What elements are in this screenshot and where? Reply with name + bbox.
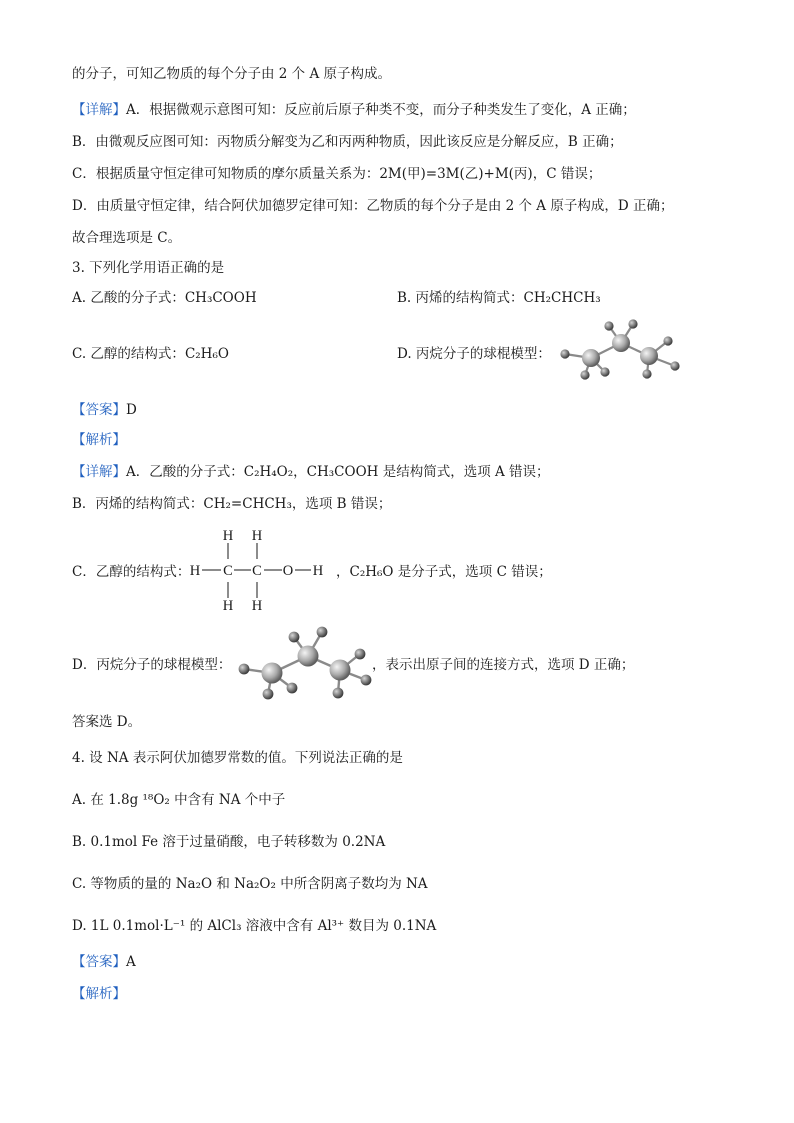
answer-tag: 【答案】	[72, 954, 126, 970]
q3-option-d	[397, 344, 551, 364]
analysis-tag: 【解析】	[72, 986, 126, 1002]
hydrogen-atom	[333, 688, 344, 699]
q4-stem: 4. 设 NA 表示阿伏加德罗常数的值。下列说法正确的是	[72, 750, 403, 766]
atom-h: H	[189, 563, 201, 579]
analysis-tag: 【解析】	[72, 432, 126, 448]
hydrogen-atom	[361, 675, 372, 686]
q4-analysis-heading	[72, 984, 126, 1004]
q3-option-a	[72, 288, 257, 308]
carbon-atom	[262, 663, 283, 684]
atom-h: H	[222, 528, 234, 544]
conclusion-line: 故合理选项是 C。	[72, 230, 182, 246]
q3-detail-d-label: D．丙烷分子的球棍模型：	[72, 657, 232, 673]
q3-option-a-value: CH₃COOH	[184, 290, 257, 306]
q3-option-b	[397, 288, 601, 308]
atom-h: H	[251, 598, 263, 614]
atom-h: H	[312, 563, 324, 579]
detail-paragraph	[72, 100, 636, 120]
detail-tag: 【详解】	[72, 464, 126, 480]
q3-option-d-label: D. 丙烷分子的球棍模型：	[397, 346, 551, 362]
hydrogen-atom	[289, 632, 300, 643]
q3-analysis-heading	[72, 430, 126, 450]
q4-option-a: A. 在 1.8g ¹⁸O₂ 中含有 NA 个中子	[72, 792, 286, 808]
hydrogen-atom	[580, 370, 589, 379]
detail-tag: 【详解】	[72, 102, 126, 118]
q3-detail-a-text: A．乙酸的分子式：C₂H₄O₂，CH₃COOH 是结构简式，选项 A 错误；	[126, 464, 550, 480]
atom-h: H	[251, 528, 263, 544]
q3-detail-a	[72, 462, 550, 482]
atom-c: C	[223, 563, 233, 579]
q4-option-c: C. 等物质的量的 Na₂O 和 Na₂O₂ 中所含阴离子数均为 NA	[72, 876, 428, 892]
atom-h: H	[222, 598, 234, 614]
propane-ball-stick-model-small	[555, 318, 685, 384]
q3-detail-b: B．丙烯的结构简式：CH₂=CHCH₃，选项 B 错误；	[72, 496, 392, 512]
carbon-atom	[640, 347, 658, 365]
carbon-atom	[582, 349, 600, 367]
hydrogen-atom	[355, 649, 366, 660]
q3-answer	[72, 400, 137, 420]
q3-option-b-label: B. 丙烯的结构简式：	[397, 290, 524, 306]
hydrogen-atom	[600, 367, 609, 376]
hydrogen-atom	[642, 369, 651, 378]
hydrogen-atom	[604, 321, 613, 330]
atom-o: O	[282, 563, 294, 579]
carbon-atom	[612, 334, 630, 352]
detail-line-b: B．由微观反应图可知：丙物质分解变为乙和丙两种物质，因此该反应是分解反应，B 正确；	[72, 134, 623, 150]
q3-detail-d	[72, 655, 231, 675]
hydrogen-atom	[287, 683, 298, 694]
q4-option-b: B. 0.1mol Fe 溶于过量硝酸，电子转移数为 0.2NA	[72, 834, 386, 850]
detail-line-c: C．根据质量守恒定律可知物质的摩尔质量关系为：2M(甲)=3M(乙)+M(丙)，C 错误；	[72, 166, 602, 182]
detail-line-a: A．根据微观示意图可知：反应前后原子种类不变，而分子种类发生了变化，A 正确；	[126, 102, 636, 118]
q3-detail-c-tail: ，C₂H₆O 是分子式，选项 C 错误；	[336, 564, 552, 580]
hydrogen-atom	[560, 349, 569, 358]
q3-detail-c-label: C．乙醇的结构式：	[72, 564, 191, 580]
answer-tag: 【答案】	[72, 402, 126, 418]
q3-option-c-label: C. 乙醇的结构式：	[72, 346, 185, 362]
atom-c: C	[252, 563, 262, 579]
hydrogen-atom	[670, 361, 679, 370]
q3-option-a-label: A. 乙酸的分子式：	[72, 290, 185, 306]
hydrogen-atom	[239, 664, 250, 675]
q3-conclusion: 答案选 D。	[72, 714, 142, 730]
hydrogen-atom	[663, 336, 672, 345]
hydrogen-atom	[263, 689, 274, 700]
text-line-1: 的分子，可知乙物质的每个分子由 2 个 A 原子构成。	[72, 66, 392, 82]
propane-ball-stick-model-large	[232, 624, 374, 702]
q3-detail-d-tail: ，表示出原子间的连接方式，选项 D 正确；	[372, 657, 635, 673]
q3-option-b-value: CH₂CHCH₃	[523, 290, 601, 306]
ethanol-structural-formula	[188, 524, 338, 616]
hydrogen-atom	[317, 627, 328, 638]
q4-answer	[72, 952, 136, 972]
answer-value: A	[126, 954, 136, 970]
hydrogen-atom	[628, 319, 637, 328]
q3-detail-c	[72, 562, 190, 582]
q3-stem: 3. 下列化学用语正确的是	[72, 260, 225, 276]
detail-line-d: D．由质量守恒定律，结合阿伏加德罗定律可知：乙物质的每个分子是由 2 个 A 原子构成，D 正确；	[72, 198, 674, 214]
q4-option-d: D. 1L 0.1mol·L⁻¹ 的 AlCl₃ 溶液中含有 Al³⁺ 数目为 0.1NA	[72, 918, 437, 934]
carbon-atom	[330, 660, 351, 681]
q3-option-c-value: C₂H₆O	[184, 346, 229, 362]
answer-value: D	[126, 402, 137, 418]
carbon-atom	[298, 646, 319, 667]
q3-option-c	[72, 344, 229, 364]
